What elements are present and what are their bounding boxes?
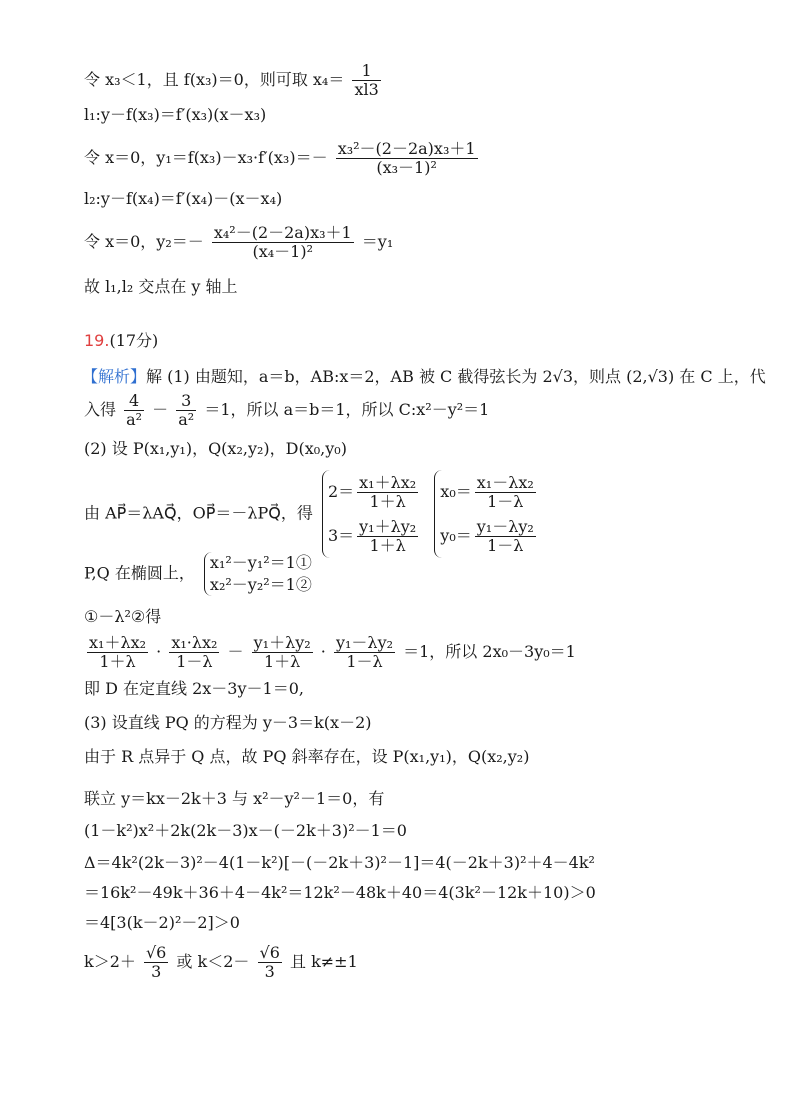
solution-part3-range <box>84 944 358 981</box>
fraction <box>252 634 313 671</box>
fraction <box>258 944 282 981</box>
denominator: 3 <box>264 962 275 981</box>
question-score: (17分) <box>109 331 159 350</box>
solution-part2-setup: (2) 设 P(x₁,y₁)，Q(x₂,y₂)，D(x₀,y₀) <box>84 439 347 458</box>
solution-part2-on-curve <box>84 552 316 596</box>
question-number: 19. <box>84 331 110 350</box>
text: 3＝ <box>327 526 355 545</box>
text: x₀＝ <box>440 482 472 501</box>
equation-system <box>204 552 312 596</box>
fraction <box>475 474 536 511</box>
solution-part1-line1 <box>82 366 766 388</box>
text: 入得 <box>84 400 117 419</box>
text: y₀＝ <box>440 526 472 545</box>
text: 令 x＝0，y₂＝－ <box>84 232 204 251</box>
operator: · <box>156 642 162 661</box>
numerator: 1 <box>352 62 380 81</box>
numerator: x₄²－(2－2a)x₃＋1 <box>213 223 352 242</box>
denominator: 1＋λ <box>99 652 136 671</box>
text: 解 (1) 由题知，a＝b，AB:x＝2，AB 被 C 截得弦长为 2√3，则点 (2,√3) 在 C 上，代 <box>146 367 766 386</box>
fraction <box>357 474 418 511</box>
fraction <box>144 944 168 981</box>
system-row: x₁²－y₁²＝1① <box>209 553 312 572</box>
solution-part2-conclusion: 即 D 在定直线 2x－3y－1＝0, <box>84 679 304 698</box>
denominator: 1＋λ <box>369 492 406 511</box>
system-row <box>328 514 421 558</box>
system-row <box>440 470 539 514</box>
fraction <box>212 224 354 261</box>
fraction <box>357 518 418 555</box>
solution-part3-square: ＝4[3(k－2)²－2]＞0 <box>84 913 240 932</box>
equation-system <box>434 470 539 558</box>
fraction <box>336 140 478 177</box>
text: 2＝ <box>327 482 355 501</box>
line-l2: l₂:y－f(x₄)＝f′(x₄)－(x－x₄) <box>84 189 283 208</box>
text: k＞2＋ <box>84 952 136 971</box>
line-conclusion: 故 l₁,l₂ 交点在 y 轴上 <box>84 277 238 296</box>
analysis-tag: 【解析】 <box>82 367 147 386</box>
denominator: 3 <box>151 962 162 981</box>
numerator: √6 <box>145 943 167 962</box>
denominator: 1－λ <box>176 652 213 671</box>
text: ＝y₁ <box>361 232 394 251</box>
equation-system <box>322 470 421 558</box>
fraction <box>169 634 219 671</box>
fraction <box>475 518 536 555</box>
denominator: xl3 <box>354 80 379 99</box>
denominator: (x₃－1)² <box>376 158 437 177</box>
fraction <box>352 62 380 99</box>
text: ＝1，所以 2x₀－3y₀＝1 <box>403 642 576 661</box>
text: P,Q 在椭圆上， <box>84 563 195 583</box>
system-row <box>440 514 539 558</box>
line-l1: l₁:y－f(x₃)＝f′(x₃)(x－x₃) <box>84 105 267 124</box>
denominator: (x₄－1)² <box>252 242 314 261</box>
solution-part3-line: (3) 设直线 PQ 的方程为 y－3＝k(x－2) <box>84 713 372 732</box>
text: 或 k＜2－ <box>176 952 250 971</box>
numerator: y₁＋λy₂ <box>359 517 417 536</box>
solution-part2-subtract: ①－λ²②得 <box>84 607 162 626</box>
solution-part3-simplify: ＝16k²－49k＋36＋4－4k²＝12k²－48k＋40＝4(3k²－12k＋10)＞0 <box>84 883 596 902</box>
operator: － <box>227 642 244 661</box>
text: 令 x＝0，y₁＝f(x₃)－x₃·f′(x₃)＝－ <box>84 148 328 167</box>
numerator: 3 <box>176 392 196 411</box>
operator: － <box>152 400 169 419</box>
fraction <box>334 634 395 671</box>
solution-part3-slope: 由于 R 点异于 Q 点，故 PQ 斜率存在，设 P(x₁,y₁)，Q(x₂,y₂) <box>84 747 530 766</box>
numerator: y₁＋λy₂ <box>253 633 311 652</box>
numerator: y₁－λy₂ <box>335 633 394 652</box>
operator: · <box>320 642 326 661</box>
solution-part2-vectors <box>84 470 543 558</box>
numerator: y₁－λy₂ <box>476 517 534 536</box>
solution-part3-quadratic: (1－k²)x²＋2k(2k－3)x－(－2k＋3)²－1＝0 <box>84 821 407 840</box>
solution-part3-discriminant: Δ＝4k²(2k－3)²－4(1－k²)[－(－2k＋3)²－1]＝4(－2k＋3)²＋4－4k² <box>84 853 595 872</box>
text: 令 x₃＜1，且 f(x₃)＝0，则可取 x₄＝ <box>84 70 345 89</box>
numerator: x₃²－(2－2a)x₃＋1 <box>337 139 476 158</box>
text: 由 AP⃗＝λAQ⃗，OP⃗＝－λPQ⃗，得 <box>84 503 313 523</box>
numerator: x₁＋λx₂ <box>359 473 417 492</box>
fraction <box>87 634 148 671</box>
line-y1 <box>84 140 481 177</box>
solution-part2-product <box>84 634 576 671</box>
numerator: x₁·λx₂ <box>171 633 218 652</box>
text: ＝1，所以 a＝b＝1，所以 C:x²－y²＝1 <box>204 400 490 419</box>
denominator: a² <box>178 410 195 429</box>
denominator: 1＋λ <box>369 536 406 555</box>
denominator: 1－λ <box>487 492 524 511</box>
system-row <box>328 470 421 514</box>
numerator: x₁－λx₂ <box>476 473 534 492</box>
solution-part3-combine: 联立 y＝kx－2k＋3 与 x²－y²－1＝0，有 <box>84 789 385 808</box>
denominator: 1－λ <box>346 652 383 671</box>
fraction <box>176 392 196 429</box>
text: 且 k≠±1 <box>289 952 358 971</box>
fraction <box>124 392 144 429</box>
line-y2 <box>84 224 393 261</box>
question-header <box>84 330 158 352</box>
numerator: √6 <box>259 943 280 962</box>
denominator: 1－λ <box>487 536 524 555</box>
numerator: 4 <box>124 392 144 411</box>
line-choose-x4 <box>84 62 384 99</box>
denominator: 1＋λ <box>263 652 301 671</box>
system-row: x₂²－y₂²＝1② <box>209 575 312 594</box>
numerator: x₁＋λx₂ <box>89 633 147 652</box>
solution-part1-line2 <box>84 392 489 429</box>
denominator: a² <box>126 410 143 429</box>
